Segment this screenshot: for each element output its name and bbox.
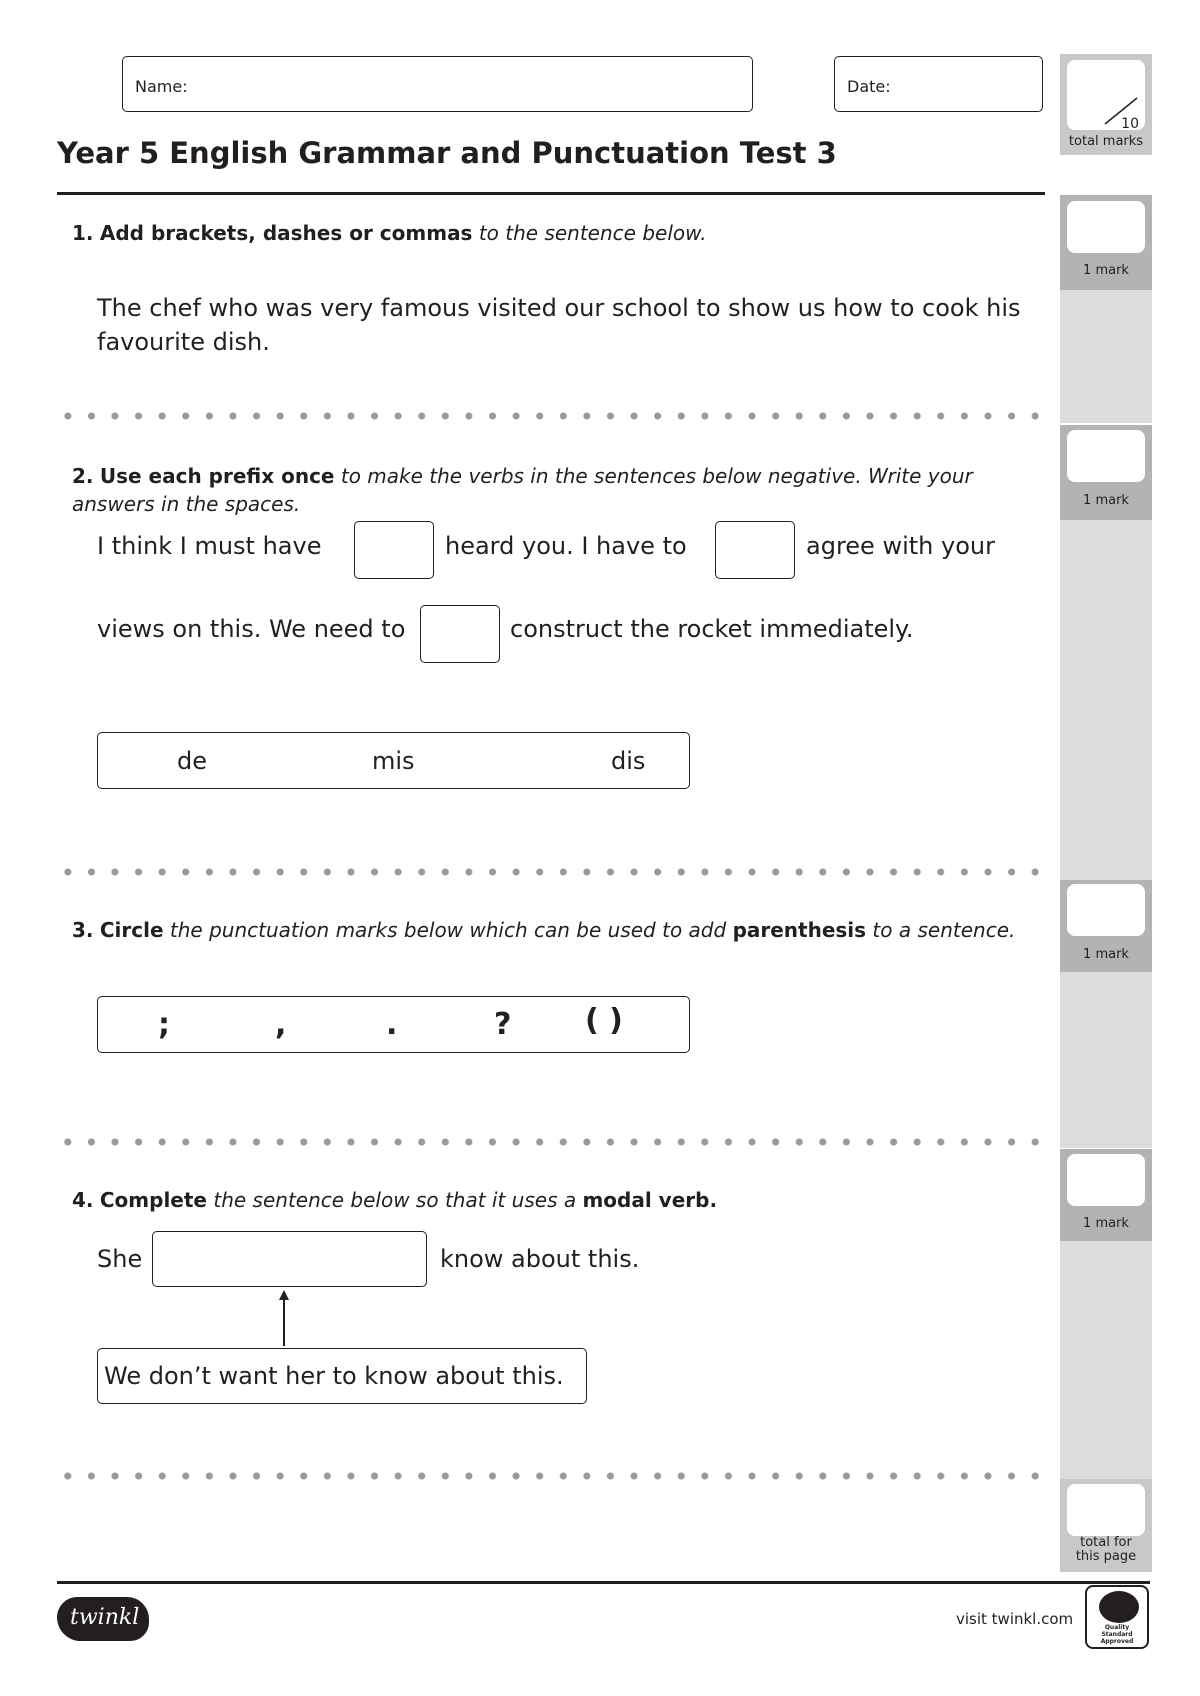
punct-semicolon[interactable]: ; bbox=[158, 1007, 170, 1042]
q4-mark-box[interactable] bbox=[1067, 1154, 1145, 1206]
prefix-word-bank bbox=[97, 732, 690, 789]
q1-sentence[interactable]: The chef who was very famous visited our school to show us how to cook his favourite dish. bbox=[97, 294, 1021, 356]
q4-answer-box[interactable] bbox=[152, 1231, 427, 1287]
q1-instruction-rest: to the sentence below. bbox=[472, 221, 707, 245]
quality-badge-text: Quality Standard Approved bbox=[1100, 1624, 1134, 1645]
q3-mark-label: 1 mark bbox=[1083, 947, 1129, 962]
q1-mark-box[interactable] bbox=[1067, 201, 1145, 253]
q3-instruction-bold-parenthesis: parenthesis bbox=[732, 918, 867, 942]
q3-instruction bbox=[72, 918, 1052, 942]
total-marks-value: 10 bbox=[1121, 116, 1139, 132]
q2-instruction bbox=[72, 462, 1047, 518]
q2-instruction-bold: Use each prefix once bbox=[99, 464, 335, 488]
q3-instruction-bold-circle: Circle bbox=[99, 918, 164, 942]
q4-sentence-part2: know about this. bbox=[440, 1245, 640, 1273]
q4-hint-text: We don’t want her to know about this. bbox=[104, 1362, 564, 1390]
q1-instruction-bold: Add brackets, dashes or commas bbox=[99, 221, 473, 245]
name-label: Name: bbox=[135, 77, 188, 96]
punct-comma[interactable]: , bbox=[275, 1007, 287, 1042]
date-label: Date: bbox=[847, 77, 891, 96]
q1-instruction bbox=[72, 221, 1042, 245]
page-title: Year 5 English Grammar and Punctuation Test 3 bbox=[57, 136, 837, 170]
q4-hint-box bbox=[97, 1348, 587, 1404]
q2-sentence-part5: construct the rocket immediately. bbox=[510, 615, 914, 643]
q2-answer-box-2[interactable] bbox=[715, 521, 795, 579]
divider-3 bbox=[56, 1137, 1046, 1147]
footer-rule bbox=[57, 1581, 1150, 1584]
q2-instruction-rest: to make the verbs in the sentences below negative. Write your answers in the spaces. bbox=[72, 464, 973, 516]
q4-instruction-bold-modal: modal verb. bbox=[582, 1188, 718, 1212]
quality-badge bbox=[1085, 1585, 1149, 1649]
prefix-dis[interactable]: dis bbox=[611, 747, 646, 775]
q3-instruction-mid: the punctuation marks below which can be used to add bbox=[163, 918, 733, 942]
punct-brackets[interactable]: ( ) bbox=[585, 1003, 623, 1038]
q2-mark-label: 1 mark bbox=[1083, 493, 1129, 508]
total-marks-label: total marks bbox=[1068, 134, 1144, 149]
q4-sentence-part1: She bbox=[97, 1245, 143, 1273]
twinkl-logo[interactable] bbox=[57, 1597, 149, 1641]
q4-mark-label: 1 mark bbox=[1083, 1216, 1129, 1231]
q1-mark-label: 1 mark bbox=[1083, 263, 1129, 278]
punct-question-mark[interactable]: ? bbox=[494, 1007, 512, 1042]
divider-2 bbox=[56, 867, 1046, 877]
q3-instruction-end: to a sentence. bbox=[866, 918, 1016, 942]
page-total-label: total for this page bbox=[1075, 1535, 1137, 1564]
q2-mark-box[interactable] bbox=[1067, 430, 1145, 482]
q2-number: 2. bbox=[72, 464, 94, 488]
punctuation-choices bbox=[97, 996, 690, 1053]
prefix-mis[interactable]: mis bbox=[372, 747, 415, 775]
q2-sentence-part1: I think I must have bbox=[97, 532, 322, 560]
q2-answer-box-1[interactable] bbox=[354, 521, 434, 579]
quality-badge-icon bbox=[1099, 1591, 1139, 1623]
q1-number: 1. bbox=[72, 221, 94, 245]
q4-number: 4. bbox=[72, 1188, 94, 1212]
page-total-box[interactable] bbox=[1067, 1484, 1145, 1536]
title-underline bbox=[57, 192, 1045, 195]
q3-number: 3. bbox=[72, 918, 94, 942]
q2-sentence-part2: heard you. I have to bbox=[445, 532, 687, 560]
q4-instruction-mid: the sentence below so that it uses a bbox=[207, 1188, 583, 1212]
q4-instruction bbox=[72, 1188, 1052, 1212]
q3-mark-box[interactable] bbox=[1067, 884, 1145, 936]
divider-1 bbox=[56, 411, 1046, 421]
hint-arrow bbox=[274, 1290, 294, 1348]
date-field[interactable] bbox=[834, 56, 1043, 112]
visit-link[interactable]: visit twinkl.com bbox=[956, 1610, 1074, 1628]
q2-sentence-part3: agree with your bbox=[806, 532, 995, 560]
q2-sentence-part4: views on this. We need to bbox=[97, 615, 406, 643]
total-marks-box[interactable] bbox=[1067, 60, 1145, 130]
name-field[interactable] bbox=[122, 56, 753, 112]
punct-full-stop[interactable]: . bbox=[386, 1007, 398, 1042]
divider-4 bbox=[56, 1471, 1046, 1481]
q2-answer-box-3[interactable] bbox=[420, 605, 500, 663]
twinkl-logo-text: twinkl bbox=[70, 1605, 140, 1630]
q4-instruction-bold-complete: Complete bbox=[99, 1188, 207, 1212]
prefix-de[interactable]: de bbox=[177, 747, 207, 775]
